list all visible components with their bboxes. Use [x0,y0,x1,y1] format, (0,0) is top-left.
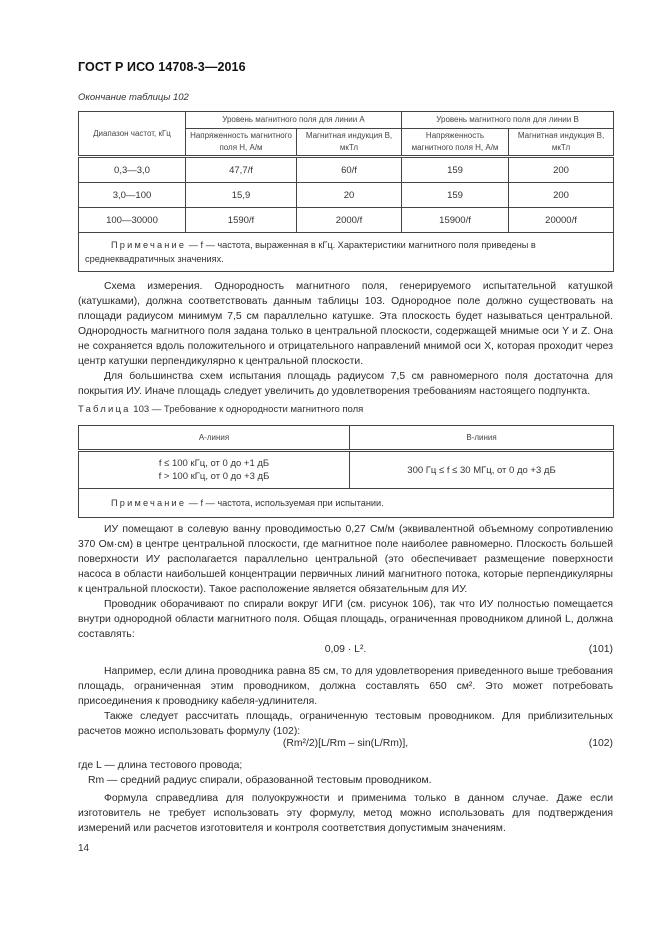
formula-102-expression: (Rm²/2)[L/Rm – sin(L/Rm)], [282,738,409,749]
paragraph-salt-bath: ИУ помещают в солевую ванну проводимостью 0,27 См/м (эквивалентной объемному сопротивлению 370 Ом·см) в центре центральной плоскости, где магнитное поле наиболее равномерно. Плоскость большей поверхности ИУ располагается параллельно центральной (это обеспечивает размещение поверхности насоса в области наибольшей концентрации первичных линий магнитного потока, которые перпендикулярны к центральной плоскости). Такое расположение является обязательным для ИУ. [78,524,613,595]
note-text: — f — частота, выраженная в кГц. Характеристики магнитного поля приведены в среднеквадратичных значениях. [85,240,536,264]
formula-102 [78,738,613,753]
table-103-note [79,489,614,518]
a-line-requirement-1: f ≤ 100 кГц, от 0 до +1 дБ [158,458,270,469]
a-line-requirement-2: f > 100 кГц, от 0 до +3 дБ [158,471,270,482]
cell-h-a: 47,7/f [186,157,297,183]
paragraph-block-2 [78,522,613,642]
paragraph-block-3 [78,664,613,739]
page-number: 14 [78,843,90,854]
note-label: Примечание [111,240,187,250]
note-text: — f — частота, используемая при испытании. [186,498,384,508]
formula-101-expression: 0,09 · L². [324,644,367,655]
where-rm-definition: Rm — средний радиус спирали, образованной тестовым проводником. [88,775,432,786]
table-caption-text: 103 — Требование к однородности магнитного поля [133,404,364,415]
cell-h-b: 15900/f [402,208,509,233]
paragraph-example: Например, если длина проводника равна 85 см, то для удовлетворения приведенного выше требования площадь, ограниченная этим проводником, должна составлять 650 см². Это может потребовать присоединения к проводнику кабеля-удлинителя. [78,666,613,707]
cell-h-b: 159 [402,183,509,208]
col-header-h-b: Напряженность магнитного поля H, А/м [402,129,509,157]
col-header-range: Диапазон частот, кГц [79,112,186,157]
col-header-a-line: A-линия [79,426,350,451]
paragraph-block-4 [78,758,613,836]
paragraph-calc-area: Также следует рассчитать площадь, ограниченную тестовым проводником. Для приблизительных расчетов можно использовать формулу (102): [78,711,613,737]
cell-b-a: 60/f [297,157,402,183]
paragraph-measurement-scheme: Схема измерения. Однородность магнитного поля, генерируемого испытательной катушкой (катушками), должна соответствовать данным таблицы 103. Однородное поле должно существовать на площади радиусом минимум 7,5 см параллельно катушке. Эта плоскость будет называться центральной. Однородность магнитного поля задана только в центральной плоскости, содержащей мнимые оси Y и Z. Она не сохраняется вдоль положительного и отрицательного направлений мнимой оси X, которая проходит через центр катушки перпендикулярно к центральной плоскости. [78,281,613,367]
cell-b-line: 300 Гц ≤ f ≤ 30 МГц, от 0 до +3 дБ [350,451,614,489]
cell-h-a: 15,9 [186,183,297,208]
cell-range: 100—30000 [79,208,186,233]
paragraph-test-area: Для большинства схем испытания площадь радиусом 7,5 см равномерного поля достаточна для покрытия ИУ. Иначе площадь следует увеличить до удовлетворения требованиям настоящего подпункта. [78,371,613,397]
cell-range: 3,0—100 [79,183,186,208]
table-103-caption [78,404,363,415]
cell-h-b: 159 [402,157,509,183]
table-102 [78,111,614,272]
table-row [79,157,614,183]
cell-b-b: 200 [509,183,614,208]
where-l-definition: где L — длина тестового провода; [78,760,243,771]
formula-101 [78,644,613,659]
col-group-line-a: Уровень магнитного поля для линии A [186,112,402,129]
col-header-b-line: B-линия [350,426,614,451]
col-header-b-a: Магнитная индукция B, мкТл [297,129,402,157]
col-group-line-b: Уровень магнитного поля для линии B [402,112,614,129]
paragraph-formula-validity: Формула справедлива для полуокружности и применима только в данном случае. Даже если изготовитель не требует использовать эту формулу, метод можно использовать для подтверждения измерений или расчетов изготовителя и контроля соответствия допустимым значениям. [78,793,613,834]
cell-a-line [79,451,350,489]
cell-b-a: 20 [297,183,402,208]
cell-b-a: 2000/f [297,208,402,233]
cell-h-a: 1590/f [186,208,297,233]
paragraph-block-1 [78,279,613,399]
table-102-caption: Окончание таблицы 102 [78,92,189,103]
col-header-b-b: Магнитная индукция B, мкТл [509,129,614,157]
document-header-title: ГОСТ Р ИСО 14708-3—2016 [78,60,246,74]
paragraph-conductor-spiral: Проводник оборачивают по спирали вокруг ИГИ (см. рисунок 106), так что ИУ полностью помещается внутри однородной области магнитного поля. Общая площадь, ограниченная проводником длиной L, должна составлять: [78,599,613,640]
col-header-h-a: Напряженность магнитного поля H, А/м [186,129,297,157]
table-103 [78,425,614,518]
table-102-note [79,233,614,272]
cell-b-b: 200 [509,157,614,183]
formula-101-number: (101) [588,644,613,655]
cell-range: 0,3—3,0 [79,157,186,183]
table-row [79,451,614,489]
table-caption-label: Таблица [78,404,131,415]
table-row [79,208,614,233]
note-label: Примечание [111,498,187,508]
formula-102-number: (102) [588,738,613,749]
cell-b-b: 20000/f [509,208,614,233]
table-row [79,183,614,208]
